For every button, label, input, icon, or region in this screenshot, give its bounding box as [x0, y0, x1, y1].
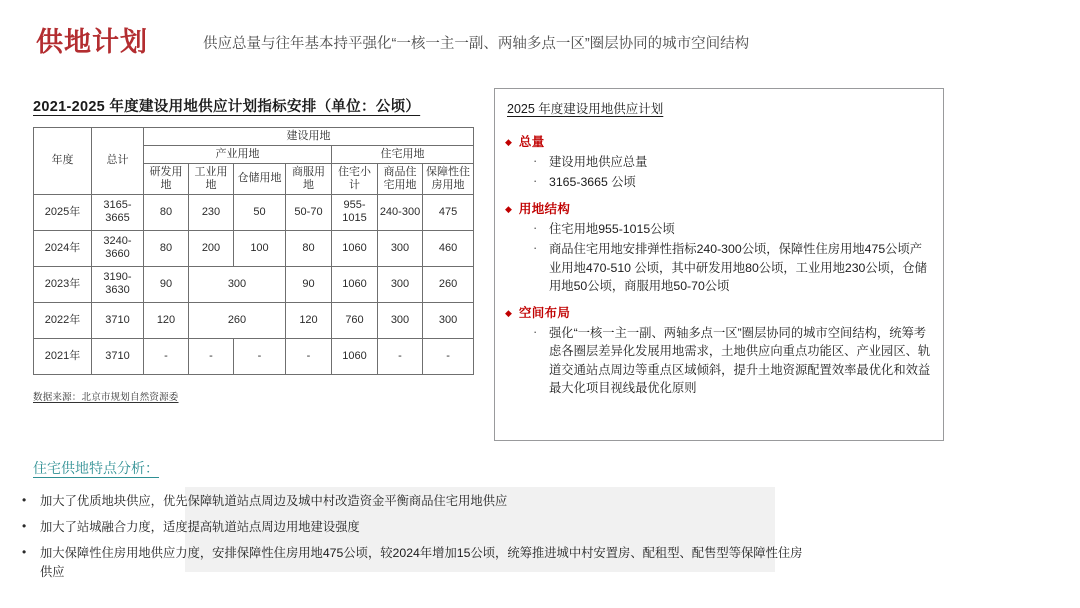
- cell-rd: 80: [144, 230, 189, 266]
- cell-affordable-housing: 260: [423, 266, 474, 302]
- table-row: [34, 194, 474, 230]
- plan-summary-box: [494, 88, 944, 441]
- table-row: [34, 302, 474, 338]
- cell-total: 3240-3660: [92, 230, 144, 266]
- table-caption: 2021-2025 年度建设用地供应计划指标安排（单位：公顷）: [33, 99, 421, 115]
- table-body: [34, 194, 474, 374]
- cell-total: 3190-3630: [92, 266, 144, 302]
- cell-commercial: 50-70: [286, 194, 332, 230]
- cell-industry: 230: [189, 194, 234, 230]
- plan-section-head: [505, 303, 933, 321]
- cell-rd: -: [144, 338, 189, 374]
- plan-sections: [505, 132, 933, 397]
- cell-market-housing: -: [378, 338, 423, 374]
- cell-storage: -: [234, 338, 286, 374]
- page-subtitle: 供应总量与往年基本持平强化“一核一主一副、两轴多点一区”圈层协同的城市空间结构: [203, 36, 750, 52]
- plan-section-head: [505, 199, 933, 217]
- header-commercial: 商服用地: [286, 163, 332, 194]
- plan-section-label: 用地结构: [518, 201, 571, 216]
- plan-list-item: · 3165-3665 公顷: [533, 173, 933, 191]
- plan-section: [505, 199, 933, 296]
- cell-industry-storage-merged: 300: [189, 266, 286, 302]
- cell-total: 3165-3665: [92, 194, 144, 230]
- analysis-heading: 住宅供地特点分析：: [33, 460, 159, 476]
- diamond-bullet-icon: ◆: [505, 203, 512, 214]
- plan-section-label: 空间布局: [518, 305, 571, 320]
- cell-affordable-housing: 300: [423, 302, 474, 338]
- cell-industry: -: [189, 338, 234, 374]
- cell-year: 2025年: [34, 194, 92, 230]
- cell-commercial: -: [286, 338, 332, 374]
- cell-total: 3710: [92, 338, 144, 374]
- cell-commercial: 120: [286, 302, 332, 338]
- diamond-bullet-icon: ◆: [505, 307, 512, 318]
- plan-section: [505, 303, 933, 398]
- table-source-note: 数据来源：北京市规划自然资源委: [33, 391, 179, 403]
- cell-affordable-housing: 475: [423, 194, 474, 230]
- cell-residential-sub: 1060: [332, 230, 378, 266]
- header-market-housing: 商品住宅用地: [378, 163, 423, 194]
- cell-total: 3710: [92, 302, 144, 338]
- plan-section-head: [505, 132, 933, 150]
- table-row: [34, 230, 474, 266]
- cell-storage: 100: [234, 230, 286, 266]
- cell-rd: 80: [144, 194, 189, 230]
- cell-commercial: 80: [286, 230, 332, 266]
- cell-industry-storage-merged: 260: [189, 302, 286, 338]
- cell-residential-sub: 760: [332, 302, 378, 338]
- cell-residential-sub: 1060: [332, 266, 378, 302]
- cell-residential-sub: 955-1015: [332, 194, 378, 230]
- cell-market-housing: 300: [378, 230, 423, 266]
- header-industry: 工业用地: [189, 163, 234, 194]
- cell-affordable-housing: 460: [423, 230, 474, 266]
- table-row: [34, 266, 474, 302]
- cell-affordable-housing: -: [423, 338, 474, 374]
- header-rd: 研发用地: [144, 163, 189, 194]
- analysis-bullet-list: [14, 492, 804, 589]
- supply-table-block: [33, 95, 471, 405]
- analysis-list-item: • 加大保障性住房用地供应力度，安排保障性住房用地475公顷，较2024年增加15公顷，统筹推进城中村安置房、配租型、配售型等保障性住房供应: [14, 544, 804, 582]
- plan-list-item: · 强化“一核一主一副、两轴多点一区”圈层协同的城市空间结构，统筹考虑各圈层差异化发展用地需求，土地供应向重点功能区、产业园区、轨道交通站点周边等重点区域倾斜，提升土地资源配置效率最优化和效益最大化项目视线最优化原则: [533, 324, 933, 398]
- plan-list-item: · 商品住宅用地安排弹性指标240-300公顷，保障性住房用地475公顷产业用地470-510 公顷，其中研发用地80公顷，工业用地230公顷，仓储用地50公顷，商服用地50-70公顷: [533, 240, 933, 295]
- cell-year: 2023年: [34, 266, 92, 302]
- table-head: [34, 128, 474, 195]
- cell-year: 2022年: [34, 302, 92, 338]
- cell-year: 2021年: [34, 338, 92, 374]
- cell-storage: 50: [234, 194, 286, 230]
- page-title: 供地计划: [36, 27, 148, 57]
- header-industrial-group: 产业用地: [144, 145, 332, 163]
- cell-rd: 120: [144, 302, 189, 338]
- analysis-list-item: • 加大了优质地块供应，优先保障轨道站点周边及城中村改造资金平衡商品住宅用地供应: [14, 492, 804, 511]
- cell-market-housing: 300: [378, 266, 423, 302]
- plan-box-title: 2025 年度建设用地供应计划: [507, 102, 664, 116]
- cell-commercial: 90: [286, 266, 332, 302]
- slide-header: [0, 0, 1080, 80]
- header-residential-group: 住宅用地: [332, 145, 474, 163]
- plan-list-item: · 住宅用地955-1015公顷: [533, 220, 933, 238]
- plan-section-items: [505, 153, 933, 192]
- plan-list-item: · 建设用地供应总量: [533, 153, 933, 171]
- header-affordable-housing: 保障性住房用地: [423, 163, 474, 194]
- land-supply-table: [33, 127, 474, 375]
- cell-industry: 200: [189, 230, 234, 266]
- cell-market-housing: 300: [378, 302, 423, 338]
- plan-section: [505, 132, 933, 192]
- header-storage: 仓储用地: [234, 163, 286, 194]
- diamond-bullet-icon: ◆: [505, 137, 512, 147]
- cell-market-housing: 240-300: [378, 194, 423, 230]
- cell-residential-sub: 1060: [332, 338, 378, 374]
- plan-section-label: 总量: [518, 135, 545, 149]
- cell-year: 2024年: [34, 230, 92, 266]
- table-head-row-1: [34, 128, 474, 146]
- header-year: 年度: [34, 128, 92, 195]
- plan-section-items: [505, 220, 933, 296]
- header-total: 总计: [92, 128, 144, 195]
- header-construction-land: 建设用地: [144, 128, 474, 146]
- table-row: [34, 338, 474, 374]
- analysis-list-item: • 加大了站城融合力度，适度提高轨道站点周边用地建设强度: [14, 518, 804, 537]
- cell-rd: 90: [144, 266, 189, 302]
- plan-section-items: [505, 324, 933, 398]
- header-residential-sub: 住宅小计: [332, 163, 378, 194]
